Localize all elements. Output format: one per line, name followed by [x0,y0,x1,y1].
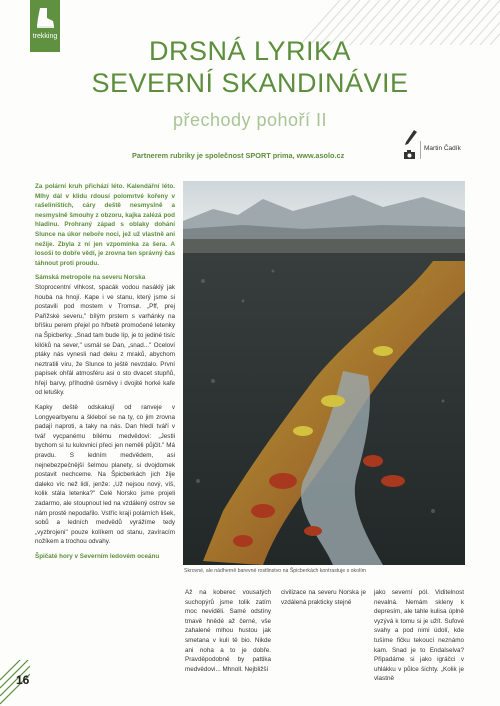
article-lead: Za polární kruh přichází léto. Kalendářní léto. Mlhy dál v klidu rdousí polomrtvé kořeny v rašeliništích, cáry deště nesmyslně a nesmyslně šmouhy z obzoru, kajka zalézá pod hladinu. Prohraný západ s oblaky dohání Slunce na úkor neboře noci, jež už vlastně ani nežije. Zbyla z ní jen vzpomínka za šera. A losoší to dobře vědí, je zrovna ten správný čas táhnout proti proudu. [35,183,175,267]
text-column-bottom-3 [374,588,464,684]
camera-icon [404,150,415,159]
section-heading-2: Špičaté hory v Severním ledovém oceánu [35,552,160,560]
pen-icon [405,130,417,145]
paragraph-2: Kapky deště odskakují od ranveje v Longyearbyenu a škleboí se na ty, co jim zrovna padají naproti, a taky na nás. Dan hledí tváří v tvář vycpanému bílému medvědovi: „Jestli bychom si tu kulovnici přeci jen neměli půjčit." Má pravdu. S ledním medvědem, asi nejnebezpečnější šelmou planety, si dvojdomek postavit nechceme. Na Špicberkách jich žije daleko víc než lidí, jenže: „Už nejsou nový, víš, kolik stála letenka?" Celé Norsko jsme projeli zadarmo, ale stoupnout led na vzdálený ostrov se nám prostě nepodařilo. Vstříc krají polárních lišek, sobů a ledních medvědů vyrážíme tedy „vyzbrojeni" pouze kolíkem od stanu, zavíracím nožíkem a trochou odvahy. [35,404,175,546]
article-title-line2: SEVERNÍ SKANDINÁVIE [91,68,409,98]
pen-and-camera-icons [402,128,418,162]
paragraph-3-continued: civilizace na severu Norska je vzdálená prakticky stejně [281,589,366,606]
text-column-left [35,182,175,562]
article-title-line1: DRSNÁ LYRIKA [148,36,352,66]
section-label: trekking [32,33,58,40]
article-subtitle: přechody pohoří II [172,110,328,130]
text-column-bottom-1 [185,588,271,674]
paragraph-3: Až na koberec vousatých suchopýrů jsme tolik zatím moc neviděli. Samé odstíny tmavě hnědé až černé, vše zahalené mlhou hustou jak smetana v kuli tě bio. Nikde ani noha a to je dobře. Pravděpodobně by pattika medvědovi... Mhnoll. Nejbližší [185,589,271,673]
page-number: 16 [16,673,30,687]
paragraph-4: jako severní pól. Viditelnost nevalná. Nemám skleny k depresím, ale tahle kulisa úplně vyzývá k tomu si je užít. Sufové svahy a pod nimi údolí, kde tušíme fičku tekoucí neznámo kam. Snad je to Endalselva? Připadáme si jako igráčci v uhlákku v půlce šichty. „Kolik je vlastně [374,589,464,683]
section-heading-1: Sámská metropole na severu Norska [35,274,146,282]
photo-caption: Skrovné, ale nádherně barevné rostlinstvo na Špicberkách kontrastuje s okolím [184,568,366,574]
text-column-bottom-2 [281,588,366,607]
author-name: Martin Čadík [424,145,461,152]
author-divider [420,141,421,159]
paragraph-1: Stoprocentní vlhkost, spacák vodou nasáklý jak houba na hnojí. Kape i ve stanu, který jsme si postavili pod mostem v Tromsø. „Pff, prej Pařížské severu," bílým prstem s varhánky na bříšku perem přejel po hřbetě promočené letenky na Špicberky. „Snad tam bude líp, je to jediné tisíc kilóků na sever," usmál se Dan, „snad..." Oceloví ptáky nás vynesli nad deku z mraků, abychom neztratili víru, že Slunce to ještě nevzdalo. První papísek ohřál atmosféru asi o sto dvacet stupňů, hřejí barvy, příhodně úsměvy i dvojité horké kafe od letušky. [35,283,175,397]
partner-line: Partnerem rubriky je společnost SPORT prima, www.asolo.cz [132,151,345,160]
boot-icon [34,6,56,30]
arctic-landscape-photo [183,181,465,565]
